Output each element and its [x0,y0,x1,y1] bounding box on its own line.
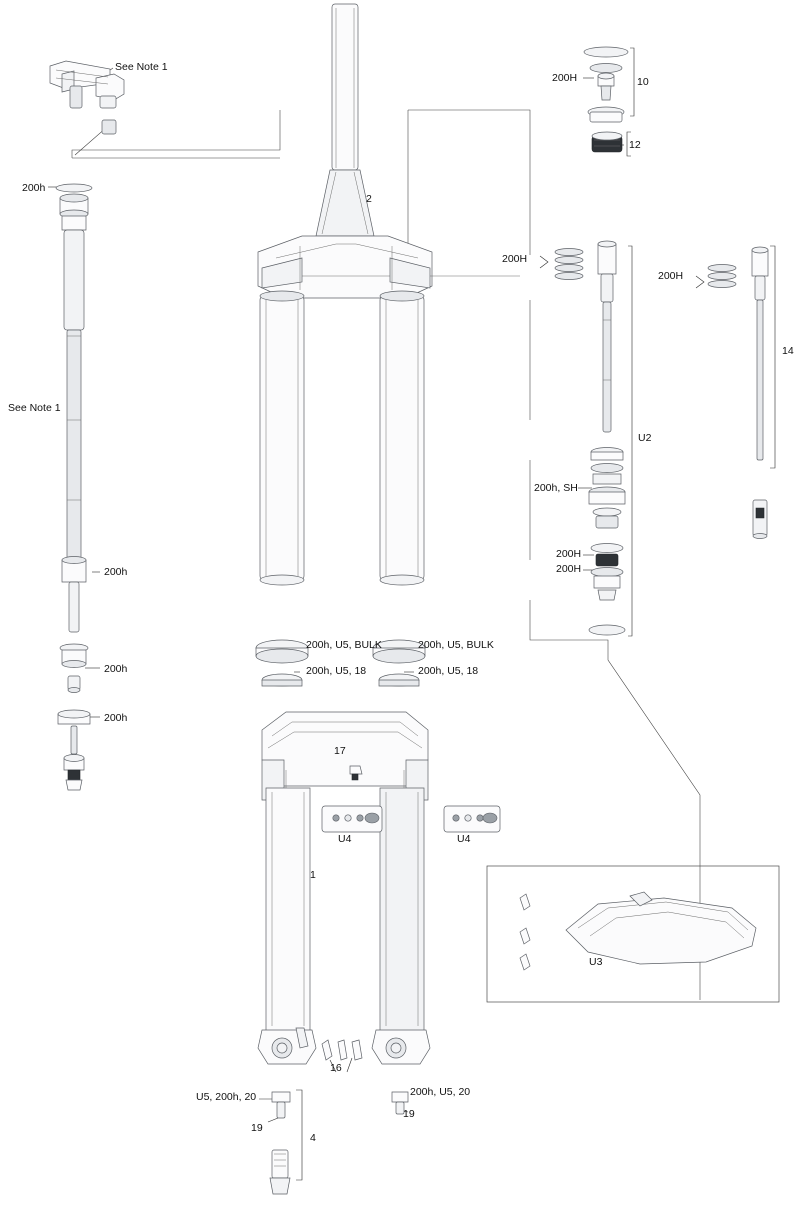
callout-200H-b: 200H [556,563,582,575]
callout-200h-SH: 200h, SH [534,482,578,494]
callout-seal-right-bulk: 200h, U5, BULK [418,639,494,651]
callout-U4-left: U4 [338,833,352,845]
callout-seal-right-18: 200h, U5, 18 [418,665,479,677]
callout-U3: U3 [589,956,603,968]
callout-item-10: 10 [637,76,649,88]
callout-U2: U2 [638,432,652,444]
callout-seal-left-bulk: 200h, U5, BULK [306,639,382,651]
callout-item-19-left: 19 [251,1122,263,1134]
callout-200h-upper-left: 200h [22,182,46,194]
callout-200H-a: 200H [556,548,582,560]
callout-bolt-left: U5, 200h, 20 [196,1091,257,1103]
callout-bolt-right: 200h, U5, 20 [410,1086,471,1098]
callout-200H-item10: 200H [552,72,578,84]
callout-200H-seal-stack: 200H [502,253,528,265]
callout-200h-left-mid: 200h [104,566,128,578]
callout-item-4: 4 [310,1132,316,1144]
callout-item-1: 1 [310,869,316,881]
callout-item-2: 2 [366,193,372,205]
callout-200H-right-stack: 200H [658,270,684,282]
callout-U4-right: U4 [457,833,471,845]
callout-200h-left-b: 200h [104,712,128,724]
callout-seal-left-18: 200h, U5, 18 [306,665,367,677]
callout-see-note-1-top: See Note 1 [115,61,168,73]
callout-item-17: 17 [334,745,346,757]
callout-item-12: 12 [629,139,641,151]
callout-see-note-1-left: See Note 1 [8,402,61,414]
callout-200h-left-a: 200h [104,663,128,675]
callout-item-16: 16 [330,1062,342,1074]
callout-item-14: 14 [782,345,794,357]
callout-item-19-right: 19 [403,1108,415,1120]
